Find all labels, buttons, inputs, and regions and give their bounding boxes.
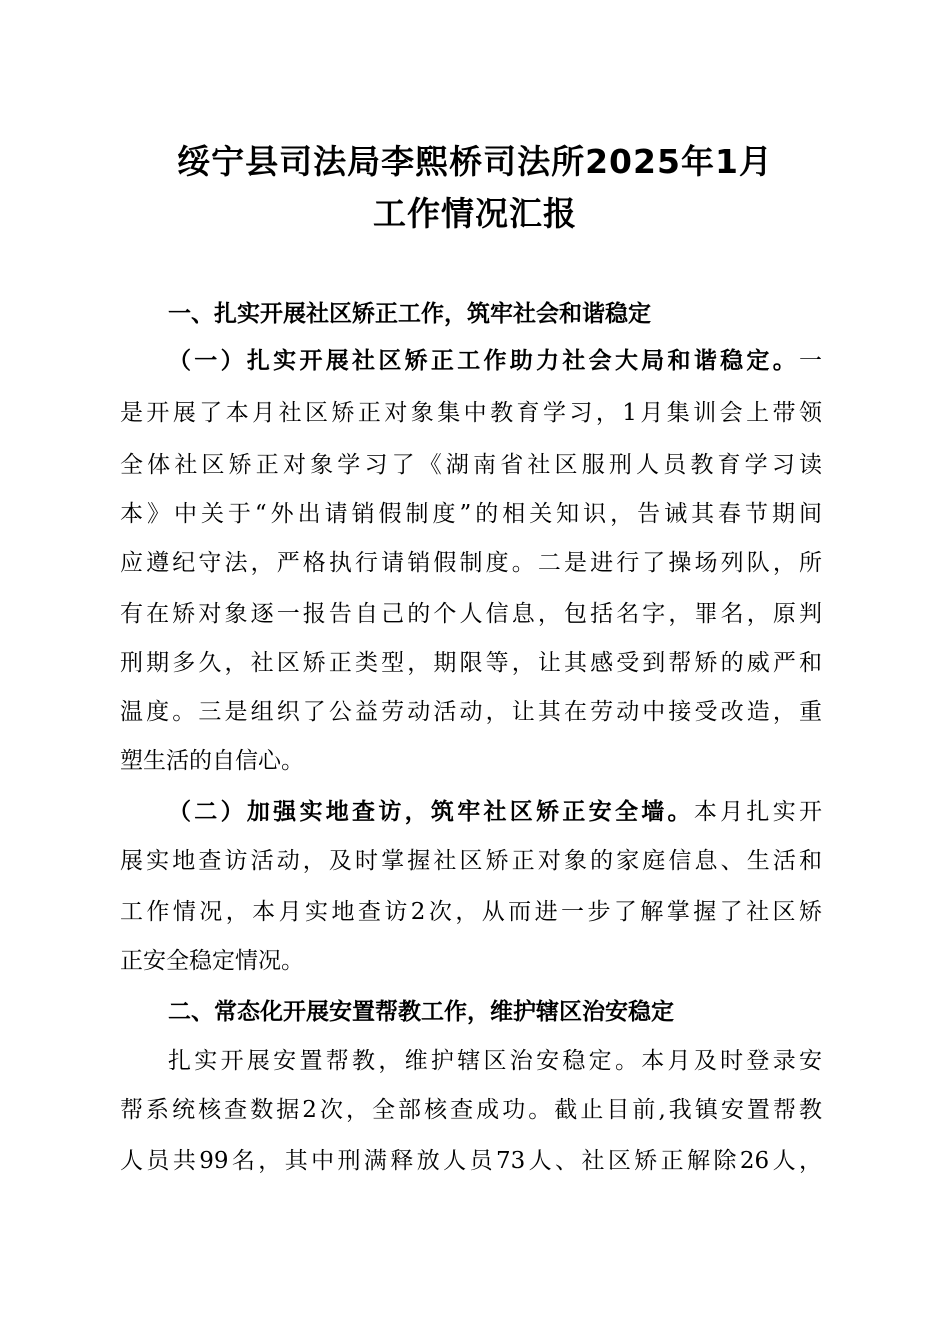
body-line: 正安全稳定情况。 (120, 948, 304, 974)
subsection2-heading: （二）加强实地查访，筑牢社区矫正安全墙。 (168, 798, 694, 825)
body-line: 全体社区矫正对象学习了《湖南省社区服刑人员教育学习读 (120, 452, 822, 478)
document-title-line2: 工作情况汇报 (373, 194, 577, 233)
body-line: 扎实开展安置帮教，维护辖区治安稳定。本月及时登录安 (168, 1048, 822, 1074)
body-text: 一 (799, 348, 822, 374)
body-line: 帮系统核查数据2次，全部核查成功。截止目前,我镇安置帮教 (120, 1097, 822, 1123)
body-line: 温度。三是组织了公益劳动活动，让其在劳动中接受改造，重 (120, 699, 822, 725)
body-line: 是开展了本月社区矫正对象集中教育学习，1月集训会上带领 (120, 400, 822, 426)
body-text: 本月扎实开 (693, 799, 823, 825)
body-line: 塑生活的自信心。 (120, 748, 304, 774)
body-line: 本》中关于“外出请销假制度”的相关知识，告诫其春节期间 (120, 501, 822, 527)
body-line: 人员共99名，其中刑满释放人员73人、社区矫正解除26人， (120, 1148, 822, 1174)
body-line: 应遵纪守法，严格执行请销假制度。二是进行了操场列队，所 (120, 550, 822, 576)
subsection1-first-line (168, 343, 822, 379)
document-title-line1: 绥宁县司法局李熙桥司法所2025年1月 (177, 142, 773, 181)
body-line: 工作情况，本月实地查访2次，从而进一步了解掌握了社区矫 (120, 899, 822, 925)
section1-heading: 一、扎实开展社区矫正工作，筑牢社会和谐稳定 (168, 301, 651, 327)
section2-heading: 二、常态化开展安置帮教工作，维护辖区治安稳定 (168, 999, 674, 1025)
body-line: 有在矫对象逐一报告自己的个人信息，包括名字，罪名，原判 (120, 601, 822, 627)
body-line: 展实地查访活动，及时掌握社区矫正对象的家庭信息、生活和 (120, 848, 822, 874)
body-line: 刑期多久，社区矫正类型，期限等，让其感受到帮矫的威严和 (120, 650, 822, 676)
subsection1-heading: （一）扎实开展社区矫正工作助力社会大局和谐稳定。 (168, 347, 799, 374)
subsection2-first-line (168, 794, 822, 830)
